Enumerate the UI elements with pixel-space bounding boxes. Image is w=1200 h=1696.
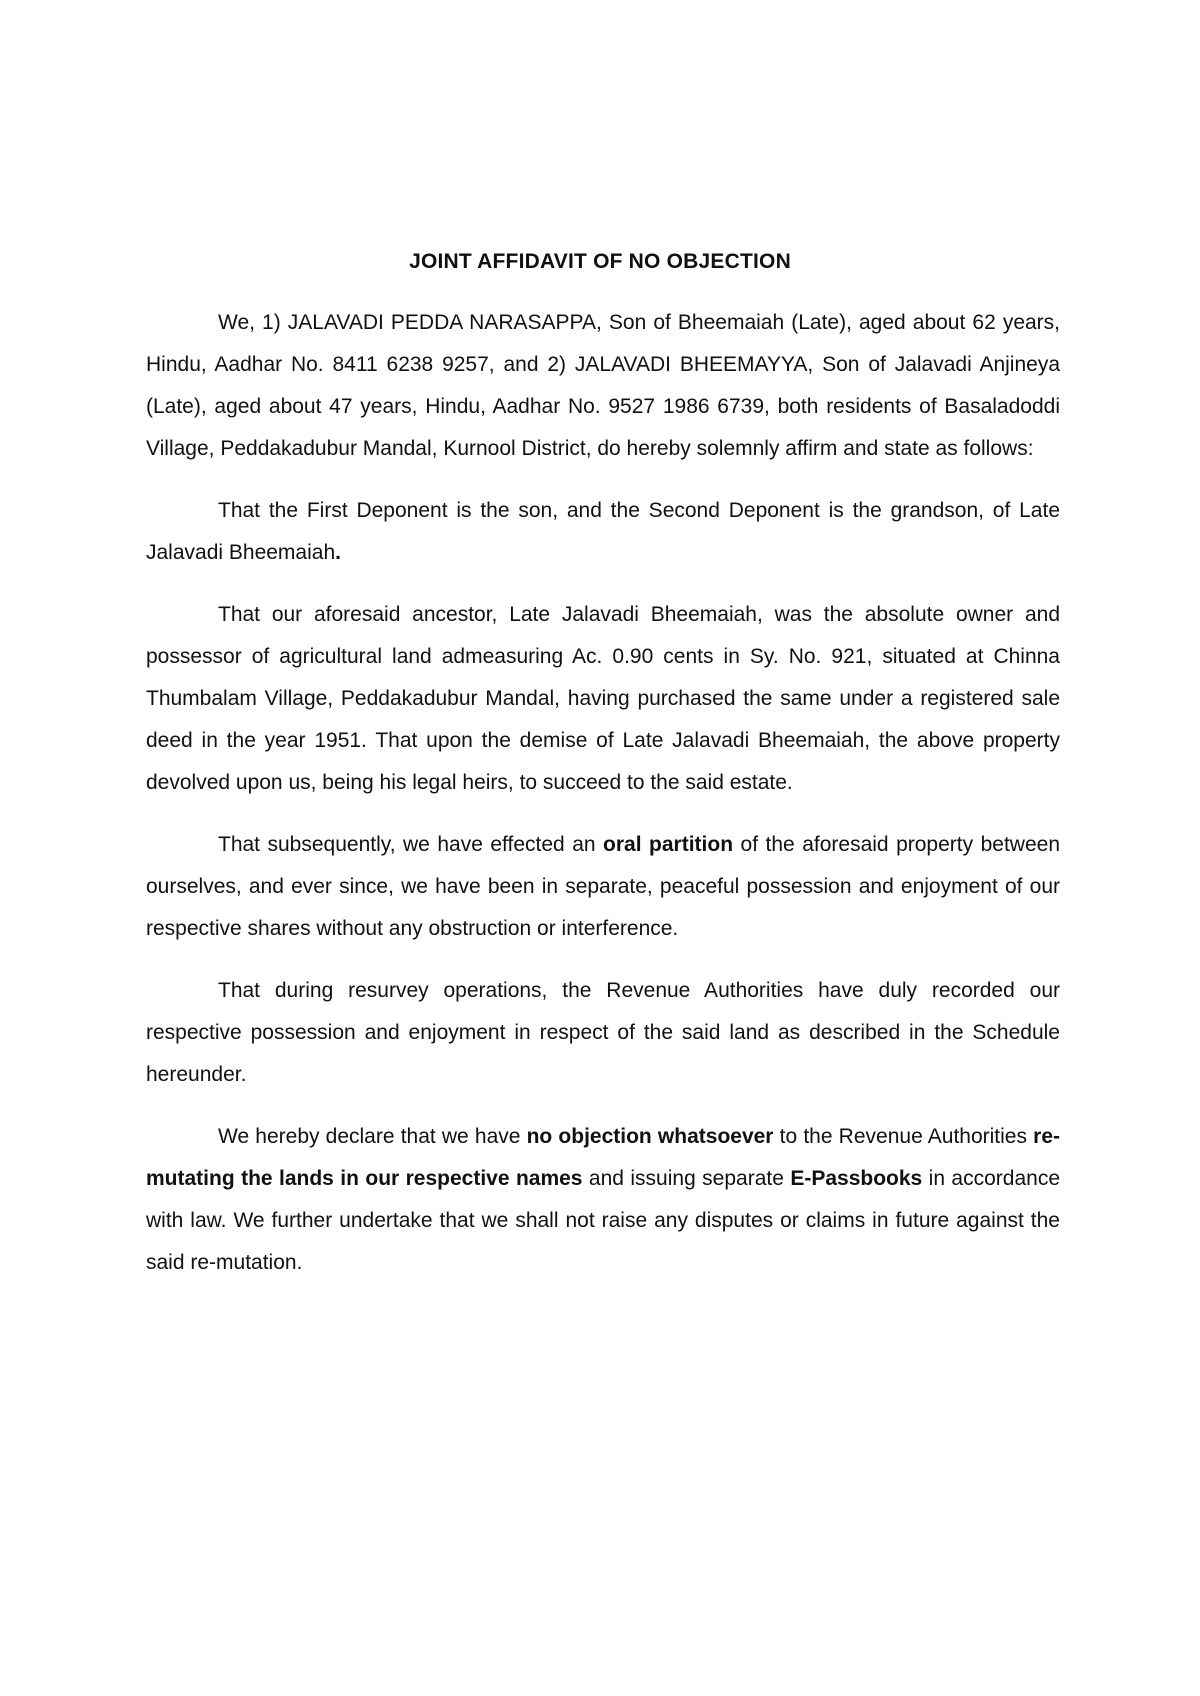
paragraph-deponents bbox=[146, 302, 1060, 470]
paragraph-text: We, 1) JALAVADI PEDDA NARASAPPA, Son of Bheemaiah (Late), aged about 62 years, Hindu, Aadhar No. 8411 6238 9257, and 2) JALAVADI BHEEMAYYA, Son of Jalavadi Anjineya (Late), aged about 47 years, Hindu, Aadhar No. 9527 1986 6739, both residents of Basaladoddi Village, Peddakadubur Mandal, Kurnool District, do hereby solemnly affirm and state as follows: bbox=[146, 311, 1060, 460]
paragraph-bold-text: oral partition bbox=[603, 833, 734, 856]
paragraph-text: That during resurvey operations, the Revenue Authorities have duly recorded our respective possession and enjoyment in respect of the said land as described in the Schedule hereunder. bbox=[146, 979, 1060, 1086]
paragraph-text: That subsequently, we have effected an bbox=[218, 833, 604, 856]
paragraph-text: in accordance with law. We further undertake that we shall not raise any disputes or claims in future against the said re-mutation. bbox=[146, 1167, 1060, 1274]
paragraph-text: of the aforesaid property between ourselves, and ever since, we have been in separate, peaceful possession and enjoyment of our respective shares without any obstruction or interference. bbox=[146, 833, 1061, 940]
paragraph-text: and issuing separate bbox=[582, 1167, 791, 1190]
paragraph-declaration bbox=[146, 1116, 1060, 1284]
paragraph-text: We hereby declare that we have bbox=[218, 1125, 527, 1148]
paragraph-text: That the First Deponent is the son, and the Second Deponent is the grandson, of Late Jalavadi Bheemaiah bbox=[146, 499, 1060, 564]
paragraph-ownership bbox=[146, 594, 1060, 804]
paragraph-text: That our aforesaid ancestor, Late Jalavadi Bheemaiah, was the absolute owner and possessor of agricultural land admeasuring Ac. 0.90 cents in Sy. No. 921, situated at Chinna Thumbalam Village, Peddakadubur Mandal, having purchased the same under a registered sale deed in the year 1951. That upon the demise of Late Jalavadi Bheemaiah, the above property devolved upon us, being his legal heirs, to succeed to the said estate. bbox=[146, 603, 1060, 794]
document-title: JOINT AFFIDAVIT OF NO OBJECTION bbox=[409, 250, 791, 273]
document-body bbox=[146, 302, 1060, 1304]
paragraph-bold-text: . bbox=[335, 541, 341, 564]
paragraph-relationship bbox=[146, 490, 1060, 574]
paragraph-bold-text: no objection whatsoever bbox=[526, 1125, 774, 1148]
paragraph-partition bbox=[146, 824, 1060, 950]
paragraph-text: to the Revenue Authorities bbox=[773, 1125, 1034, 1148]
paragraph-resurvey bbox=[146, 970, 1060, 1096]
paragraph-bold-text: re-mutating the lands in our respective names bbox=[146, 1125, 1060, 1190]
paragraph-bold-text: E-Passbooks bbox=[790, 1167, 923, 1190]
